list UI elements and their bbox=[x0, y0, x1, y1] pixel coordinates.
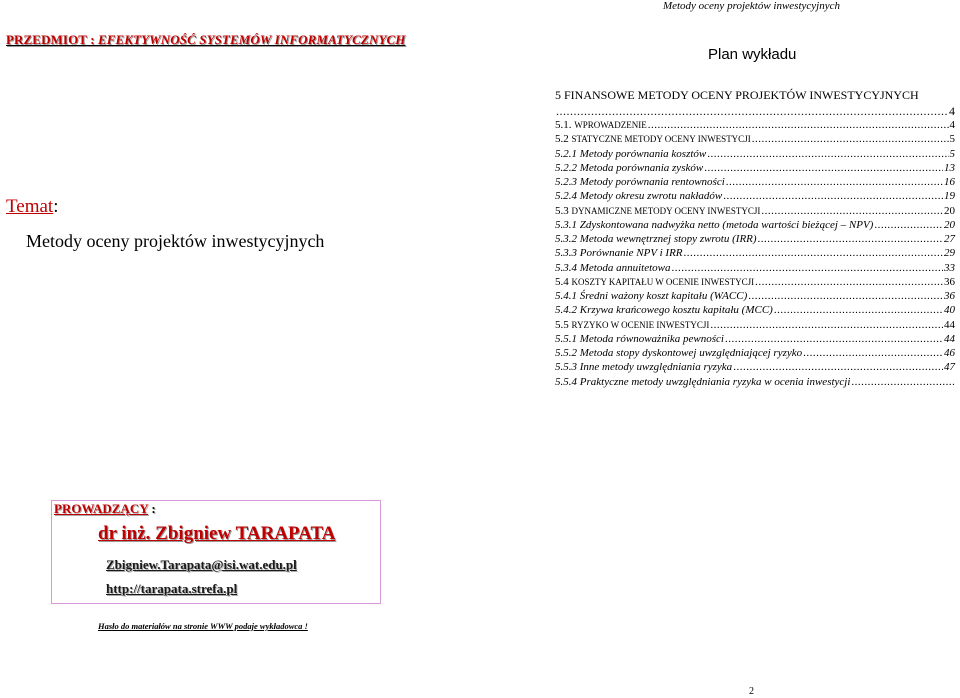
toc-entry[interactable] bbox=[555, 133, 955, 147]
toc-leader-dots bbox=[684, 247, 943, 259]
toc-entry[interactable] bbox=[555, 290, 955, 304]
toc-entry-text: 5.2.2 Metoda porównania zysków bbox=[555, 161, 704, 174]
toc-entry-page: 36 bbox=[944, 275, 955, 288]
toc-entry-title bbox=[555, 176, 725, 188]
toc-leader-dots bbox=[710, 319, 943, 331]
plan-title: Plan wykładu bbox=[708, 46, 797, 63]
instructor-email-link[interactable]: Zbigniew.Tarapata@isi.wat.edu.pl bbox=[106, 557, 297, 572]
table-of-contents bbox=[555, 88, 955, 390]
toc-entry[interactable] bbox=[555, 361, 955, 375]
toc-entry-text: 5.2.1 Metody porównania kosztów bbox=[555, 147, 707, 160]
toc-leader-dots bbox=[726, 176, 943, 188]
toc-entry-title bbox=[555, 162, 703, 174]
instructor-heading bbox=[54, 501, 156, 517]
toc-entry[interactable] bbox=[555, 247, 955, 261]
toc-entry[interactable] bbox=[555, 148, 955, 162]
toc-entry-text: WPROWADZENIE bbox=[574, 120, 647, 130]
toc-entry[interactable] bbox=[555, 319, 955, 333]
running-header: Metody oceny projektów inwestycyjnych bbox=[662, 0, 840, 12]
toc-entry-text: 5.2.4 Metody okresu zwrotu nakładów bbox=[555, 190, 723, 203]
toc-leader-dots bbox=[748, 290, 943, 302]
toc-entry[interactable] bbox=[555, 262, 955, 276]
instructor-label: PROWADZĄCY bbox=[54, 501, 149, 516]
toc-entry-page: 36 bbox=[944, 290, 955, 302]
instructor-name: dr inż. Zbigniew TARAPATA bbox=[98, 523, 336, 544]
toc-leader-dots bbox=[874, 219, 943, 231]
toc-entry-text: DYNAMICZNE METODY OCENY INWESTYCJI bbox=[571, 205, 761, 216]
toc-entry[interactable] bbox=[555, 205, 955, 219]
toc-leader-dots bbox=[725, 333, 943, 345]
toc-entry-text: STATYCZNE METODY OCENY INWESTYCJI bbox=[571, 134, 751, 145]
toc-entry[interactable] bbox=[555, 162, 955, 176]
toc-leader-dots bbox=[774, 304, 943, 316]
toc-entry-page: 27 bbox=[944, 233, 955, 245]
toc-entry-title bbox=[555, 347, 802, 359]
toc-entry[interactable] bbox=[555, 190, 955, 204]
toc-leader-dots bbox=[752, 133, 949, 145]
toc-entry-main[interactable] bbox=[555, 88, 955, 119]
toc-entry-text: 5.4.1 Średni ważony koszt kapitału (WACC) bbox=[555, 290, 748, 302]
toc-entry-title bbox=[555, 304, 773, 316]
instructor-box bbox=[51, 500, 381, 604]
toc-entry-title bbox=[555, 119, 647, 131]
topic-heading bbox=[6, 196, 58, 218]
toc-entry-text: KOSZTY KAPITAŁU W OCENIE INWESTYCJI bbox=[571, 276, 755, 287]
toc-entry-text: 5.3.1 Zdyskontowana nadwyżka netto (metoda wartości bieżącej – NPV) bbox=[555, 218, 874, 231]
toc-entry[interactable] bbox=[555, 376, 955, 390]
toc-entry[interactable] bbox=[555, 219, 955, 233]
instructor-website-link[interactable]: http://tarapata.strefa.pl bbox=[106, 581, 238, 596]
toc-entry-page: 19 bbox=[944, 190, 955, 203]
toc-entry-text: 5.5.2 Metoda stopy dyskontowej uwzględniającej ryzyko bbox=[555, 347, 803, 359]
toc-entry-text: 5.3.4 Metoda annuitetowa bbox=[555, 261, 671, 274]
toc-entry-title bbox=[555, 233, 757, 245]
toc-leader-dots bbox=[704, 162, 943, 174]
toc-entry-page: 44 bbox=[944, 318, 955, 331]
toc-entry-page: 4 bbox=[949, 119, 955, 131]
toc-entry-title bbox=[555, 148, 706, 160]
topic-label: Temat bbox=[6, 196, 54, 217]
toc-entry-page: 46 bbox=[944, 347, 955, 359]
toc-entry-text: RYZYKO W OCENIE INWESTYCJI bbox=[571, 319, 710, 330]
toc-entry-text: 5.4.2 Krzywa krańcowego kosztu kapitału (MCC) bbox=[555, 304, 773, 317]
toc-leader-dots bbox=[707, 148, 948, 160]
toc-entry-text: 5.3.3 Porównanie NPV i IRR bbox=[555, 247, 683, 260]
toc-entry-page: 20 bbox=[944, 218, 955, 231]
toc-leader-dots bbox=[851, 376, 954, 388]
toc-entry[interactable] bbox=[555, 119, 955, 133]
toc-entry-title bbox=[555, 219, 873, 231]
toc-entry-title bbox=[555, 319, 709, 331]
toc-entry-page: 40 bbox=[944, 304, 955, 317]
toc-entry-title bbox=[555, 361, 732, 373]
toc-leader-dots bbox=[761, 205, 943, 217]
toc-entry-title bbox=[555, 205, 760, 217]
toc-entry-number: 5.5 bbox=[555, 318, 572, 331]
toc-entry-page: 16 bbox=[944, 176, 955, 188]
toc-entry-page: 47 bbox=[944, 361, 955, 374]
subject-separator: : bbox=[86, 32, 98, 47]
toc-entry-title bbox=[555, 376, 850, 388]
toc-entry-title bbox=[555, 333, 724, 345]
toc-entry-text: 5.5.4 Praktyczne metody uwzględniania ryzyka w ocenia inwestycji bbox=[555, 375, 851, 388]
toc-leader-dots bbox=[755, 276, 943, 288]
toc-leader-dots bbox=[672, 262, 944, 274]
toc-entry-title bbox=[555, 262, 671, 274]
toc-entry-title bbox=[555, 290, 747, 302]
toc-entry[interactable] bbox=[555, 176, 955, 190]
toc-entry-page: 13 bbox=[944, 161, 955, 174]
toc-entry-number: 5.2 bbox=[555, 133, 572, 146]
toc-entry-text: 5.3.2 Metoda wewnętrznej stopy zwrotu (IRR) bbox=[555, 233, 757, 245]
toc-entry-number: 5.3 bbox=[555, 204, 572, 217]
toc-leader-dots bbox=[758, 233, 943, 245]
toc-entry-page: 29 bbox=[944, 247, 955, 260]
toc-entry-page: 5 bbox=[949, 147, 955, 160]
toc-entry-title bbox=[555, 276, 754, 288]
toc-entry-page: 20 bbox=[944, 204, 955, 217]
toc-entry[interactable] bbox=[555, 233, 955, 247]
subject-label: PRZEDMIOT bbox=[6, 32, 87, 47]
toc-entry[interactable] bbox=[555, 304, 955, 318]
subject-value: EFEKTYWNOŚĆ SYSTEMÓW INFORMATYCZNYCH bbox=[97, 32, 406, 47]
toc-entry-number: 5.4 bbox=[555, 275, 572, 288]
toc-entry-title: 5 FINANSOWE METODY OCENY PROJEKTÓW INWESTYCYJNYCH bbox=[555, 88, 919, 102]
toc-entry-number: 5.1. bbox=[555, 119, 575, 131]
password-note: Hasło do materiałów na stronie WWW podaje wykładowca ! bbox=[98, 621, 308, 631]
page-number: 2 bbox=[749, 686, 754, 697]
topic-text: Metody oceny projektów inwestycyjnych bbox=[26, 231, 325, 251]
toc-entry-page: 5 bbox=[949, 133, 955, 146]
toc-entry-page: 33 bbox=[944, 261, 955, 274]
toc-entry-title bbox=[555, 247, 683, 259]
toc-entry-title bbox=[555, 133, 751, 145]
toc-leader-dots bbox=[723, 190, 943, 202]
toc-entry-text: 5.2.3 Metody porównania rentowności bbox=[555, 176, 725, 188]
toc-leader-dots bbox=[733, 361, 943, 373]
toc-entry-title bbox=[555, 190, 722, 202]
toc-entry[interactable] bbox=[555, 276, 955, 290]
toc-leader-dots bbox=[648, 119, 949, 131]
toc-entry-text: 5.5.3 Inne metody uwzględniania ryzyka bbox=[555, 361, 733, 374]
toc-leader-dots bbox=[556, 104, 948, 119]
subject-line bbox=[6, 32, 405, 48]
toc-entry-text: 5.5.1 Metoda równoważnika pewności bbox=[555, 332, 724, 345]
instructor-separator: : bbox=[148, 501, 156, 516]
toc-entry[interactable] bbox=[555, 347, 955, 361]
topic-colon: : bbox=[53, 196, 59, 217]
toc-entry-page: 4 bbox=[949, 103, 955, 118]
toc-entry[interactable] bbox=[555, 333, 955, 347]
toc-entry-page: 44 bbox=[944, 332, 955, 345]
toc-leader-dots bbox=[803, 347, 943, 359]
